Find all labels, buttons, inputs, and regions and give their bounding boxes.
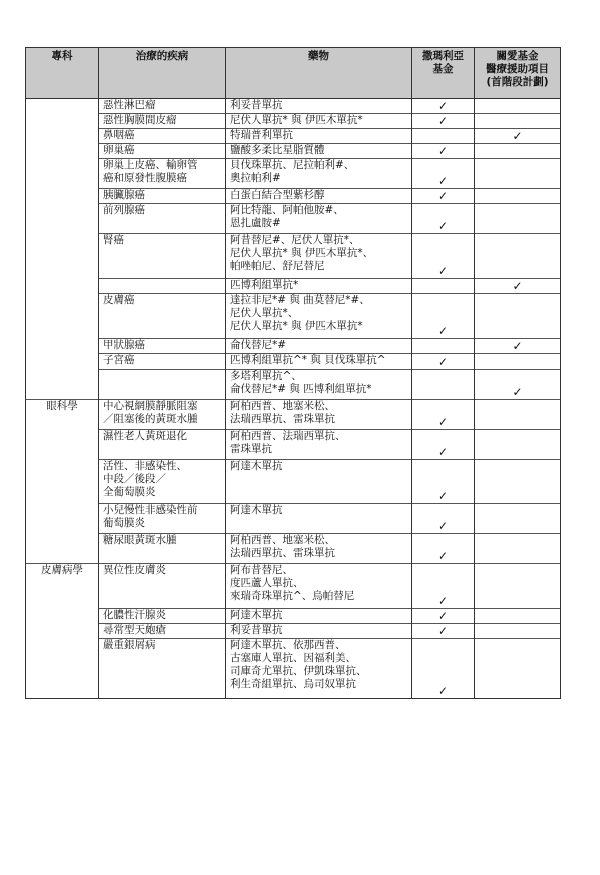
cell-community-care-fund-check: ✓ — [475, 370, 561, 400]
header-community-care-fund: 關愛基金 醫療援助項目 (首階段計劃) — [475, 48, 561, 99]
table-row — [26, 370, 561, 400]
cell-samaritan-fund-check: ✓ — [412, 99, 475, 114]
cell-specialty — [26, 279, 99, 294]
cell-drug: 匹博利組單抗^* 與 貝伐珠單抗^ — [226, 354, 412, 370]
cell-community-care-fund-check — [475, 534, 561, 564]
cell-samaritan-fund-check: ✓ — [412, 234, 475, 279]
header-samaritan-fund: 撒瑪利亞 基金 — [412, 48, 475, 99]
cell-specialty — [26, 144, 99, 159]
cell-disease: 尋常型天皰瘡 — [99, 624, 226, 639]
cell-samaritan-fund-check: ✓ — [412, 114, 475, 129]
cell-specialty: 眼科學 — [26, 400, 99, 430]
cell-community-care-fund-check — [475, 400, 561, 430]
cell-specialty — [26, 129, 99, 144]
cell-community-care-fund-check — [475, 99, 561, 114]
table-row — [26, 609, 561, 624]
table-row — [26, 144, 561, 159]
cell-drug: 利妥昔單抗 — [226, 99, 412, 114]
cell-drug: 達拉非尼*# 與 曲莫替尼*#、 尼伏人單抗*、 尼伏人單抗* 與 伊匹木單抗* — [226, 294, 412, 339]
cell-disease — [99, 370, 226, 400]
cell-samaritan-fund-check: ✓ — [412, 624, 475, 639]
cell-samaritan-fund-check: ✓ — [412, 400, 475, 430]
cell-drug: 尼伏人單抗* 與 伊匹木單抗* — [226, 114, 412, 129]
cell-specialty — [26, 159, 99, 189]
cell-specialty — [26, 504, 99, 534]
cell-specialty — [26, 99, 99, 114]
table-row — [26, 234, 561, 279]
cell-drug: 多塔利單抗^、 侖伐替尼*# 與 匹博利組單抗* — [226, 370, 412, 400]
table-row — [26, 129, 561, 144]
cell-community-care-fund-check — [475, 504, 561, 534]
cell-disease: 異位性皮膚炎 — [99, 564, 226, 609]
cell-samaritan-fund-check: ✓ — [412, 609, 475, 624]
cell-disease: 胰臟腺癌 — [99, 189, 226, 204]
cell-samaritan-fund-check: ✓ — [412, 564, 475, 609]
cell-disease: 前列腺癌 — [99, 204, 226, 234]
cell-community-care-fund-check: ✓ — [475, 279, 561, 294]
cell-community-care-fund-check — [475, 639, 561, 699]
cell-specialty — [26, 354, 99, 370]
cell-disease: 子宮癌 — [99, 354, 226, 370]
cell-samaritan-fund-check — [412, 339, 475, 354]
table-row — [26, 114, 561, 129]
table-row — [26, 564, 561, 609]
cell-disease: 小兒慢性非感染性前 葡萄膜炎 — [99, 504, 226, 534]
cell-drug: 阿柏西普、地塞米松、 法瑞西單抗、雷珠單抗 — [226, 534, 412, 564]
table-row — [26, 504, 561, 534]
cell-disease: 卵巢癌 — [99, 144, 226, 159]
cell-disease: 皮膚癌 — [99, 294, 226, 339]
cell-drug: 阿比特龍、阿帕他胺#、 恩扎盧胺# — [226, 204, 412, 234]
cell-disease: 腎癌 — [99, 234, 226, 279]
table-row — [26, 99, 561, 114]
table-row — [26, 460, 561, 504]
cell-community-care-fund-check — [475, 294, 561, 339]
cell-specialty — [26, 609, 99, 624]
cell-samaritan-fund-check: ✓ — [412, 534, 475, 564]
header-drug: 藥物 — [226, 48, 412, 99]
cell-drug: 特瑞普利單抗 — [226, 129, 412, 144]
cell-disease: 中心視網膜靜脈阻塞 ／阻塞後的黃斑水腫 — [99, 400, 226, 430]
table-row — [26, 189, 561, 204]
table-row — [26, 624, 561, 639]
table-row — [26, 639, 561, 699]
cell-drug: 阿達木單抗 — [226, 504, 412, 534]
cell-community-care-fund-check — [475, 234, 561, 279]
cell-community-care-fund-check — [475, 460, 561, 504]
header-disease: 治療的疾病 — [99, 48, 226, 99]
cell-community-care-fund-check — [475, 159, 561, 189]
cell-community-care-fund-check — [475, 354, 561, 370]
cell-samaritan-fund-check — [412, 370, 475, 400]
cell-disease — [99, 279, 226, 294]
cell-drug: 鹽酸多柔比星脂質體 — [226, 144, 412, 159]
cell-specialty — [26, 189, 99, 204]
cell-samaritan-fund-check — [412, 129, 475, 144]
table-row — [26, 534, 561, 564]
cell-drug: 阿柏西普、地塞米松、 法瑞西單抗、雷珠單抗 — [226, 400, 412, 430]
table-header-row — [26, 48, 561, 99]
cell-specialty — [26, 534, 99, 564]
cell-samaritan-fund-check: ✓ — [412, 504, 475, 534]
cell-drug: 阿達木單抗、依那西普、 古塞庫人單抗、因福利美、 司庫奇尤單抗、伊凱珠單抗、 利生奇組單抗、烏司奴單抗 — [226, 639, 412, 699]
cell-disease: 化膿性汗腺炎 — [99, 609, 226, 624]
cell-drug: 阿布昔替尼、 度匹蘆人單抗、 來瑞奇珠單抗^、烏帕替尼 — [226, 564, 412, 609]
cell-samaritan-fund-check: ✓ — [412, 294, 475, 339]
cell-drug: 匹博利組單抗* — [226, 279, 412, 294]
cell-drug: 侖伐替尼*# — [226, 339, 412, 354]
table-row — [26, 339, 561, 354]
cell-community-care-fund-check — [475, 430, 561, 460]
cell-samaritan-fund-check: ✓ — [412, 430, 475, 460]
cell-community-care-fund-check — [475, 204, 561, 234]
cell-drug: 貝伐珠單抗、尼拉帕利#、 奧拉帕利# — [226, 159, 412, 189]
cell-specialty — [26, 370, 99, 400]
cell-community-care-fund-check — [475, 564, 561, 609]
cell-samaritan-fund-check: ✓ — [412, 204, 475, 234]
cell-specialty — [26, 624, 99, 639]
table-row — [26, 354, 561, 370]
drug-coverage-table — [25, 47, 561, 699]
cell-specialty — [26, 339, 99, 354]
cell-disease: 惡性胸膜間皮瘤 — [99, 114, 226, 129]
cell-drug: 阿達木單抗 — [226, 609, 412, 624]
cell-disease: 鼻咽癌 — [99, 129, 226, 144]
cell-community-care-fund-check — [475, 114, 561, 129]
cell-samaritan-fund-check: ✓ — [412, 354, 475, 370]
cell-samaritan-fund-check: ✓ — [412, 144, 475, 159]
cell-disease: 惡性淋巴瘤 — [99, 99, 226, 114]
cell-community-care-fund-check — [475, 624, 561, 639]
cell-specialty — [26, 639, 99, 699]
cell-drug: 白蛋白結合型紫杉醇 — [226, 189, 412, 204]
cell-specialty — [26, 460, 99, 504]
cell-specialty — [26, 204, 99, 234]
cell-disease: 嚴重銀屑病 — [99, 639, 226, 699]
cell-samaritan-fund-check: ✓ — [412, 460, 475, 504]
cell-samaritan-fund-check: ✓ — [412, 639, 475, 699]
cell-community-care-fund-check: ✓ — [475, 339, 561, 354]
cell-disease: 糖尿眼黃斑水腫 — [99, 534, 226, 564]
cell-community-care-fund-check — [475, 609, 561, 624]
header-specialty: 專科 — [26, 48, 99, 99]
cell-specialty: 皮膚病學 — [26, 564, 99, 609]
cell-samaritan-fund-check: ✓ — [412, 159, 475, 189]
cell-drug: 阿昔替尼#、尼伏人單抗*、 尼伏人單抗* 與 伊匹木單抗*、 帕唑帕尼、舒尼替尼 — [226, 234, 412, 279]
table-row — [26, 159, 561, 189]
cell-drug: 利妥昔單抗 — [226, 624, 412, 639]
cell-disease: 活性、非感染性、 中段／後段／ 全葡萄膜炎 — [99, 460, 226, 504]
table-row — [26, 204, 561, 234]
cell-community-care-fund-check — [475, 144, 561, 159]
cell-specialty — [26, 114, 99, 129]
cell-community-care-fund-check — [475, 189, 561, 204]
cell-disease: 卵巢上皮癌、輸卵管 癌和原發性腹膜癌 — [99, 159, 226, 189]
cell-specialty — [26, 294, 99, 339]
table-body — [26, 99, 561, 699]
cell-specialty — [26, 234, 99, 279]
cell-samaritan-fund-check — [412, 279, 475, 294]
table-row — [26, 430, 561, 460]
cell-samaritan-fund-check: ✓ — [412, 189, 475, 204]
cell-drug: 阿柏西普、法瑞西單抗、 雷珠單抗 — [226, 430, 412, 460]
cell-drug: 阿達木單抗 — [226, 460, 412, 504]
table-row — [26, 294, 561, 339]
table-row — [26, 279, 561, 294]
cell-community-care-fund-check: ✓ — [475, 129, 561, 144]
table-row — [26, 400, 561, 430]
cell-specialty — [26, 430, 99, 460]
cell-disease: 甲狀腺癌 — [99, 339, 226, 354]
cell-disease: 濕性老人黃斑退化 — [99, 430, 226, 460]
